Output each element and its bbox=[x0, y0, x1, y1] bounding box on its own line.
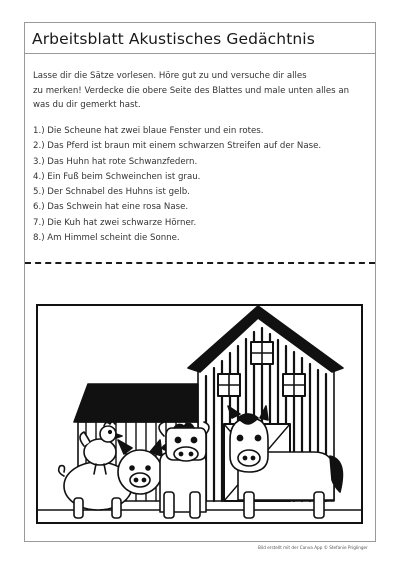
sentence-item: 4.) Ein Fuß beim Schweinchen ist grau. bbox=[33, 171, 201, 182]
sentence-item: 8.) Am Himmel scheint die Sonne. bbox=[33, 233, 180, 244]
sentence-item: 1.) Die Scheune hat zwei blaue Fenster und ein rotes. bbox=[33, 126, 264, 136]
worksheet-title: Arbeitsblatt Akustisches Gedächtnis bbox=[32, 30, 315, 48]
sentence-item: 7.) Die Kuh hat zwei schwarze Hörner. bbox=[33, 217, 197, 228]
instruction-line: Lasse dir die Sätze vorlesen. Höre gut zu und versuche dir alles bbox=[33, 71, 307, 81]
coloring-picture bbox=[36, 304, 363, 524]
cut-line bbox=[25, 262, 375, 264]
instruction-line: was du dir gemerkt hast. bbox=[33, 100, 141, 110]
cow-icon bbox=[159, 422, 209, 518]
sentence-item: 6.) Das Schwein hat eine rosa Nase. bbox=[33, 202, 189, 213]
sentence-item: 2.) Das Pferd ist braun mit einem schwarzen Streifen auf der Nase. bbox=[33, 141, 322, 152]
image-credit: Bild erstellt mit der Canva App © Stefanie Priglinger bbox=[258, 545, 368, 550]
sentence-item: 3.) Das Huhn hat rote Schwanzfedern. bbox=[33, 156, 198, 167]
instructions bbox=[33, 69, 363, 113]
instruction-line: zu merken! Verdecke die obere Seite des Blattes und male unten alles an bbox=[33, 85, 350, 96]
sentence-item: 5.) Der Schnabel des Huhns ist gelb. bbox=[33, 187, 190, 198]
sentence-list bbox=[33, 124, 363, 246]
farm-scene bbox=[38, 306, 361, 522]
